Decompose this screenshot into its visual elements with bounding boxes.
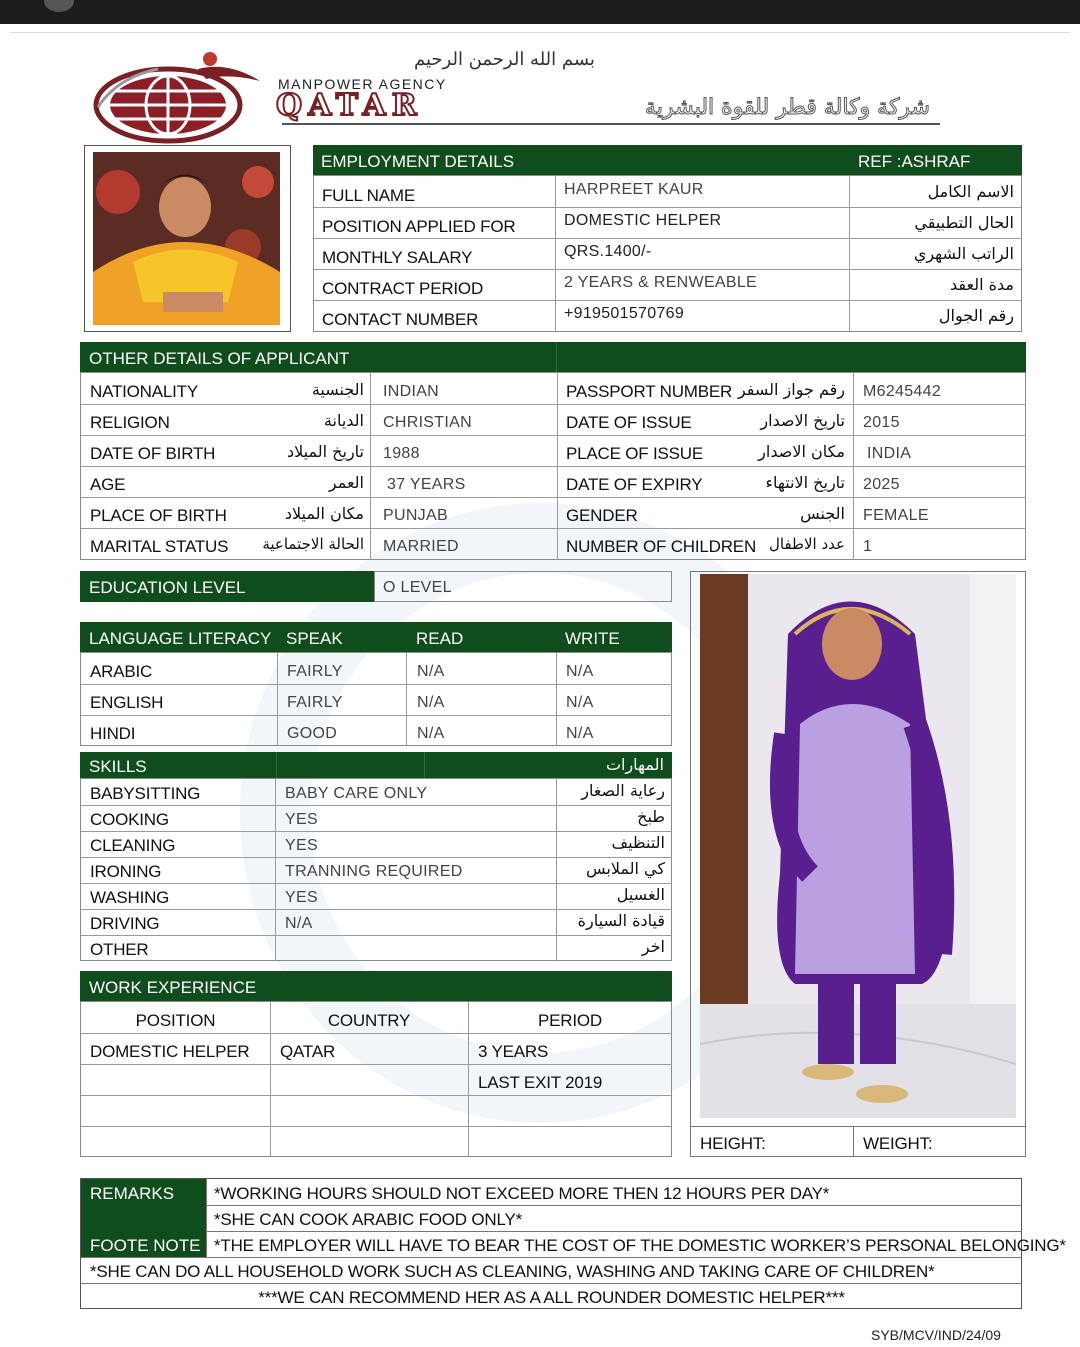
weight-label: WEIGHT: [863, 1134, 933, 1153]
footnote-line-1: *THE EMPLOYER WILL HAVE TO BEAR THE COST OF THE DOMESTIC WORKER’S PERSONAL BELONGING* [214, 1236, 1066, 1255]
skills-title-ar: المهارات [605, 755, 664, 774]
lang-english: ENGLISH [90, 693, 164, 712]
lang-english-write: N/A [566, 694, 594, 711]
gender-ar: الجنس [800, 504, 845, 523]
lang-arabic-read: N/A [417, 663, 445, 680]
header-rule [282, 123, 940, 125]
work-col-country: COUNTRY [327, 1011, 411, 1030]
religion-label: RELIGION [90, 413, 170, 432]
skill-babysitting-value: BABY CARE ONLY [285, 785, 428, 802]
issue-date-value: 2015 [863, 414, 900, 431]
ref-label: REF :ASHRAF [858, 152, 971, 171]
employment-title: EMPLOYMENT DETAILS [321, 152, 515, 171]
position-label: POSITION APPLIED FOR [322, 217, 516, 236]
pob-label: PLACE OF BIRTH [90, 506, 227, 525]
education-header [80, 571, 374, 602]
full-name-ar: الاسم الكامل [927, 182, 1014, 201]
religion-value: CHRISTIAN [383, 414, 472, 431]
gender-value: FEMALE [863, 507, 929, 524]
cv-sheet [10, 32, 1070, 1347]
language-col-read: READ [416, 629, 464, 648]
full-name-label: FULL NAME [322, 186, 415, 205]
language-table [80, 652, 672, 746]
footnote-label-cell [81, 1231, 206, 1257]
work-row1-position: DOMESTIC HELPER [90, 1042, 250, 1061]
recommendation-line: ***WE CAN RECOMMEND HER AS A ALL ROUNDER DOMESTIC HELPER*** [258, 1288, 845, 1307]
footer-code: SYB/MCV/IND/24/09 [871, 1327, 1001, 1343]
skill-other-ar: اخر [641, 937, 665, 956]
globe-logo-icon [88, 47, 268, 147]
window-top-bar [0, 0, 1080, 24]
skill-ironing-value: TRANNING REQUIRED [285, 863, 463, 880]
remarks-table [80, 1178, 1066, 1309]
skill-ironing: IRONING [90, 862, 162, 881]
pob-value: PUNJAB [383, 507, 448, 524]
employment-header [313, 145, 1022, 175]
language-col-speak: SPEAK [286, 629, 343, 648]
remark-line-1: *WORKING HOURS SHOULD NOT EXCEED MORE THEN 12 HOURS PER DAY* [214, 1184, 830, 1203]
lang-english-read: N/A [417, 694, 445, 711]
lang-arabic: ARABIC [90, 662, 153, 681]
work-row1-country: QATAR [280, 1042, 336, 1061]
contact-value: +919501570769 [564, 305, 685, 322]
religion-ar: الديانة [323, 411, 364, 430]
skill-other: OTHER [90, 940, 149, 959]
skill-babysitting: BABYSITTING [90, 784, 201, 803]
portrait-photo [93, 152, 280, 325]
remarks-label: REMARKS [90, 1184, 175, 1203]
lang-arabic-speak: FAIRLY [287, 663, 343, 680]
children-value: 1 [863, 538, 873, 555]
skill-cooking: COOKING [90, 810, 169, 829]
language-header [80, 622, 672, 652]
agency-arabic-title: شركة وكالة قطر للقوة البشرية [645, 95, 930, 120]
skill-cleaning-ar: التنظيف [611, 833, 665, 852]
issue-date-label: DATE OF ISSUE [566, 413, 692, 432]
nationality-label: NATIONALITY [90, 382, 199, 401]
passport-ar: رقم جواز السفر [737, 380, 845, 399]
skill-washing: WASHING [90, 888, 170, 907]
full-photo-frame [690, 571, 1026, 1157]
marital-value: MARRIED [383, 538, 459, 555]
footnote-line-2: *SHE CAN DO ALL HOUSEHOLD WORK SUCH AS CLEANING, WASHING AND TAKING CARE OF CHILDREN* [90, 1262, 935, 1281]
contract-value: 2 YEARS & RENWEABLE [564, 274, 758, 291]
passport-label: PASSPORT NUMBER [566, 382, 733, 401]
contract-label: CONTRACT PERIOD [322, 279, 484, 298]
other-details-header [80, 342, 1026, 372]
work-row2-period: LAST EXIT 2019 [478, 1073, 603, 1092]
skill-cooking-value: YES [285, 811, 318, 828]
nationality-ar: الجنسية [311, 380, 364, 399]
skills-table [80, 778, 672, 961]
bismillah-text: بسم الله الرحمن الرحيم [414, 49, 595, 70]
contact-ar: رقم الجوال [938, 306, 1014, 325]
skills-header [80, 752, 672, 778]
avatar-icon [44, 0, 74, 12]
lang-hindi: HINDI [90, 724, 136, 743]
contract-ar: مدة العقد [950, 275, 1014, 294]
full-body-photo [700, 574, 1016, 1118]
salary-value: QRS.1400/- [564, 243, 652, 260]
footnote-label: FOOTE NOTE [90, 1236, 201, 1255]
work-table [80, 1001, 672, 1157]
work-col-position: POSITION [135, 1011, 216, 1030]
age-label: AGE [90, 475, 126, 494]
salary-label: MONTHLY SALARY [322, 248, 473, 267]
expiry-ar: تاريخ الانتهاء [765, 473, 845, 492]
salary-ar: الراتب الشهري [913, 244, 1014, 263]
agency-big-title: QATAR [276, 88, 423, 123]
skills-title: SKILLS [89, 757, 147, 776]
nationality-value: INDIAN [383, 383, 440, 400]
children-label: NUMBER OF CHILDREN [566, 537, 757, 556]
agency-small-title: MANPOWER AGENCY [278, 76, 447, 92]
dob-label: DATE OF BIRTH [90, 444, 216, 463]
full-name-value: HARPREET KAUR [564, 181, 704, 198]
height-label: HEIGHT: [700, 1134, 766, 1153]
position-value: DOMESTIC HELPER [564, 212, 722, 229]
skill-babysitting-ar: رعاية الصغار [581, 781, 665, 800]
language-col-literacy: LANGUAGE LITERACY [89, 629, 272, 648]
work-title: WORK EXPERIENCE [89, 978, 257, 997]
other-details-title: OTHER DETAILS OF APPLICANT [89, 349, 350, 368]
remarks-label-cell [81, 1179, 206, 1231]
lang-english-speak: FAIRLY [287, 694, 343, 711]
education-value: O LEVEL [383, 579, 452, 596]
work-header [80, 971, 672, 1001]
age-value: 37 YEARS [387, 476, 466, 493]
pob-ar: مكان الميلاد [284, 504, 364, 523]
issue-place-value: INDIA [867, 445, 912, 462]
skill-washing-ar: الغسيل [616, 885, 665, 904]
marital-ar: الحالة الاجتماعية [262, 535, 364, 553]
lang-hindi-read: N/A [417, 725, 445, 742]
skill-washing-value: YES [285, 889, 318, 906]
skill-ironing-ar: كي الملابس [585, 859, 665, 878]
issue-place-ar: مكان الاصدار [758, 442, 845, 461]
language-col-write: WRITE [565, 629, 620, 648]
expiry-label: DATE OF EXPIRY [566, 475, 703, 494]
skill-cleaning-value: YES [285, 837, 318, 854]
lang-hindi-write: N/A [566, 725, 594, 742]
education-value-cell [374, 571, 672, 602]
remark-line-2: *SHE CAN COOK ARABIC FOOD ONLY* [214, 1210, 523, 1229]
children-ar: عدد الاطفال [769, 535, 845, 553]
position-ar: الحال التطبيقي [914, 213, 1014, 232]
work-col-period: PERIOD [538, 1011, 602, 1030]
portrait-photo-frame [84, 145, 291, 332]
age-ar: العمر [328, 473, 364, 492]
skill-driving: DRIVING [90, 914, 160, 933]
skill-cooking-ar: طبخ [637, 807, 665, 826]
issue-date-ar: تاريخ الاصدار [760, 411, 845, 430]
employment-table [313, 175, 1022, 332]
expiry-value: 2025 [863, 476, 900, 493]
dob-ar: تاريخ الميلاد [287, 442, 364, 461]
dob-value: 1988 [383, 445, 420, 462]
gender-label: GENDER [566, 506, 638, 525]
issue-place-label: PLACE OF ISSUE [566, 444, 704, 463]
work-row1-period: 3 YEARS [478, 1042, 549, 1061]
marital-label: MARITAL STATUS [90, 537, 229, 556]
skill-cleaning: CLEANING [90, 836, 176, 855]
passport-value: M6245442 [863, 383, 942, 400]
lang-hindi-speak: GOOD [287, 725, 338, 742]
contact-label: CONTACT NUMBER [322, 310, 479, 329]
skill-driving-ar: قيادة السيارة [577, 911, 665, 930]
education-label: EDUCATION LEVEL [89, 578, 246, 597]
skill-driving-value: N/A [285, 915, 313, 932]
lang-arabic-write: N/A [566, 663, 594, 680]
other-details-table [80, 372, 1026, 560]
